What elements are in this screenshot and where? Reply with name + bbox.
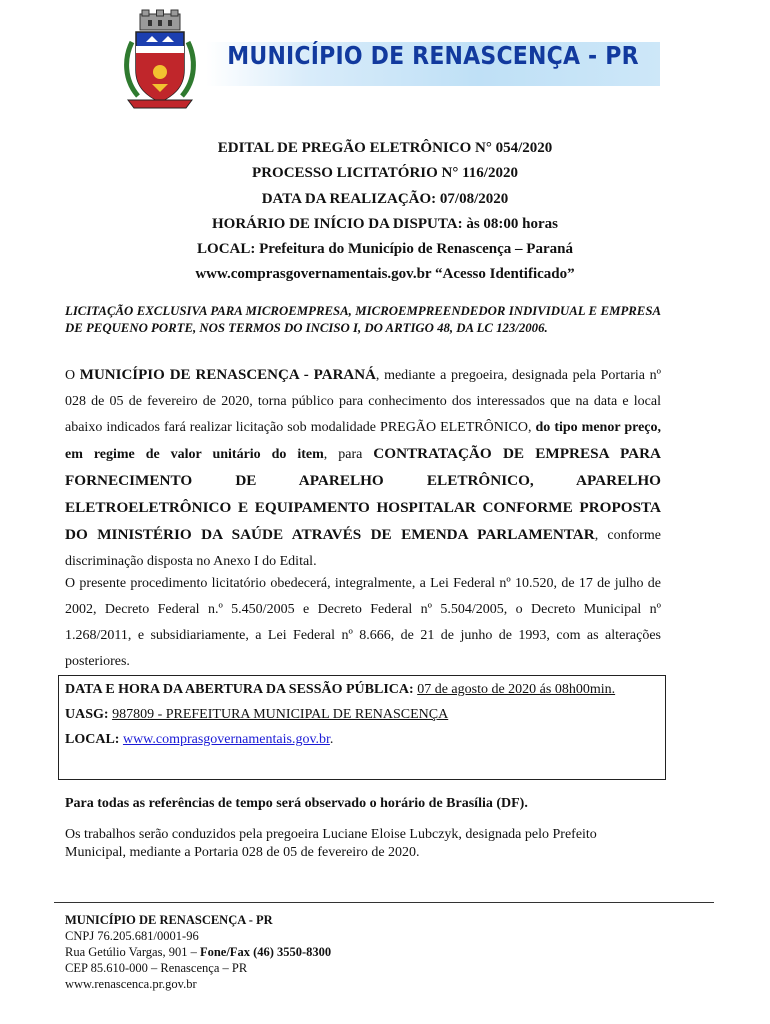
timezone-note: Para todas as referências de tempo será observado o horário de Brasília (DF). (65, 796, 528, 811)
closing-paragraph: Os trabalhos serão conduzidos pela pregoeira Luciane Eloise Lubczyk, designada pelo Prefeito Municipal, mediante a Portaria 028 de 05 de fevereiro de 2020. (65, 827, 597, 860)
footer-divider (54, 902, 714, 903)
local-suffix: . (329, 732, 334, 747)
bid-type: do tipo menor preço, em regime de valor unitário do item (65, 420, 662, 462)
footer-cnpj: CNPJ 76.205.681/0001-96 (65, 929, 199, 943)
letterhead-banner (206, 42, 660, 86)
footer-address: Rua Getúlio Vargas, 901 – (65, 945, 200, 959)
location-line: LOCAL: Prefeitura do Município de Renascença – Paraná (197, 241, 573, 258)
municipality-name: MUNICÍPIO DE RENASCENÇA - PARANÁ (79, 367, 376, 383)
intro-article: O (65, 368, 80, 383)
footer-cep: CEP 85.610-000 – Renascença – PR (65, 961, 248, 975)
realization-date: DATA DA REALIZAÇÃO: 07/08/2020 (261, 190, 509, 207)
intro-text-b: , para (323, 447, 374, 462)
municipality-title: MUNICÍPIO DE RENASCENÇA - PR (227, 42, 639, 71)
uasg-value: 987809 - PREFEITURA MUNICIPAL DE RENASCENÇA (112, 707, 449, 722)
uasg-row (65, 702, 659, 727)
dispute-start-time: HORÁRIO DE INÍCIO DA DISPUTA: às 08:00 horas (211, 215, 558, 232)
portal-link[interactable]: www.comprasgovernamentais.gov.br (122, 732, 330, 747)
local-row (65, 727, 659, 752)
process-number: PROCESSO LICITATÓRIO N° 116/2020 (252, 165, 518, 182)
letterhead (112, 8, 660, 116)
portal-line: www.comprasgovernamentais.gov.br “Acesso Identificado” (195, 266, 575, 283)
footer (65, 912, 331, 992)
footer-phone: Fone/Fax (46) 3550-8300 (199, 945, 332, 959)
footer-address-row (65, 944, 331, 960)
intro-text-a: , mediante a pregoeira, designada pela Portaria nº 028 de 05 de fevereiro de 2020, torna público para conhecimento dos interessados que na data e local abaixo indicados fará realizar licitação sob modalidade PREGÃO ELETRÔNICO, (65, 368, 661, 435)
opening-label: DATA E HORA DA ABERTURA DA SESSÃO PÚBLICA: (65, 682, 414, 697)
footer-municipality: MUNICÍPIO DE RENASCENÇA - PR (65, 913, 273, 927)
uasg-label: UASG: (65, 707, 109, 722)
session-info-box (58, 675, 666, 780)
footer-website: www.renascenca.pr.gov.br (65, 977, 197, 991)
municipal-coat-of-arms-icon (122, 8, 198, 114)
intro-text-c: , conforme discriminação disposta no Anexo I do Edital. (65, 528, 661, 569)
exclusivity-notice: LICITAÇÃO EXCLUSIVA PARA MICROEMPRESA, MICROEMPREENDEDOR INDIVIDUAL E EMPRESA DE PEQUENO PORTE, NOS TERMOS DO INCISO I, DO ARTIGO 48, DA LC 123/2006. (65, 304, 661, 335)
intro-paragraph (65, 362, 661, 575)
bid-object: CONTRATAÇÃO DE EMPRESA PARA FORNECIMENTO DE APARELHO ELETRÔNICO, APARELHO ELETROELETRÔNICO E EQUIPAMENTO HOSPITALAR CONFORME PROPOSTA DO MINISTÉRIO DA SAÚDE ATRAVÉS DE EMENDA PARLAMENTAR (65, 445, 662, 543)
opening-row (65, 677, 659, 702)
edital-number: EDITAL DE PREGÃO ELETRÔNICO N° 054/2020 (217, 140, 553, 156)
local-label: LOCAL: (65, 732, 120, 747)
legal-basis-paragraph: O presente procedimento licitatório obedecerá, integralmente, a Lei Federal nº 10.520, de 17 de julho de 2002, Decreto Federal n.º 5.450/2005 e Decreto Federal nº 5.504/2005, o Decreto Municipal nº 1.268/2011, e subsidiariamente, a Lei Federal nº 8.666, de 21 de junho de 1993, com as alterações posteriores. (65, 576, 661, 669)
edital-header (0, 136, 770, 288)
opening-value: 07 de agosto de 2020 ás 08h00min. (417, 682, 616, 697)
